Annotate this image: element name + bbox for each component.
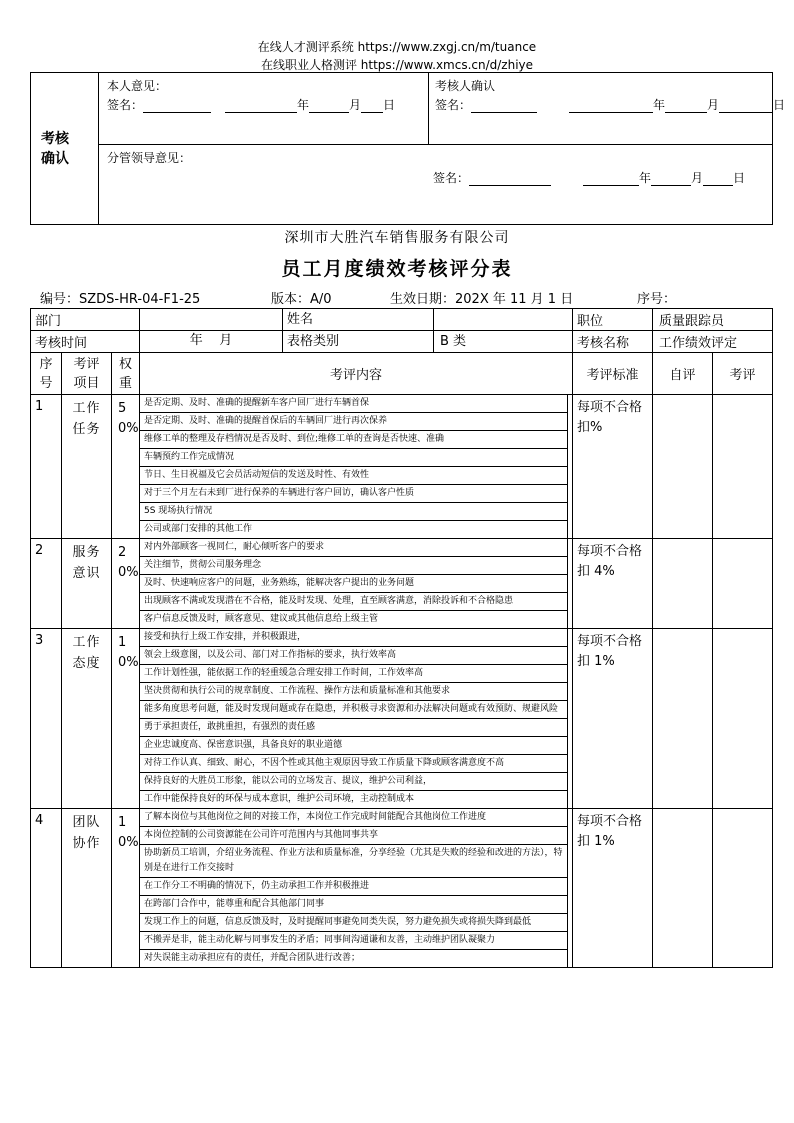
doc-seq: 序号： <box>637 292 677 307</box>
section-weight: 20% <box>112 539 140 629</box>
criterion-item: 了解本岗位与其他岗位之间的对接工作，本岗位工作完成时间能配合其他岗位工作进度 <box>140 809 568 827</box>
criterion-item: 客户信息反馈及时，顾客意见、建议或其他信息给上级主管 <box>140 611 568 629</box>
section-standard: 每项不合格扣 1% <box>573 809 653 968</box>
criterion-item: 不搬弄是非，能主动化解与同事发生的矛盾；同事间沟通谦和友善，主动维护团队凝聚力 <box>140 932 568 950</box>
review-name-value: 工作绩效评定 <box>653 331 773 353</box>
info-row-2 <box>31 331 773 353</box>
criterion-item: 在跨部门合作中，能尊重和配合其他部门同事 <box>140 896 568 914</box>
self-score-cell[interactable] <box>653 629 713 809</box>
column-header-row <box>31 353 773 395</box>
doc-effective-date: 生效日期：202X 年 11 月 1 日 <box>390 292 574 307</box>
criterion-item: 关注细节，贯彻公司服务理念 <box>140 557 568 575</box>
criterion-item: 对内外部顾客一视同仁，耐心倾听客户的要求 <box>140 539 568 557</box>
section-row <box>31 809 773 968</box>
criterion-item: 发现工作上的问题，信息反馈及时，及时提醒同事避免同类失误，努力避免损失或将损失降到最低 <box>140 914 568 932</box>
leader-sign-line: 签名： 年 月 日 <box>433 171 746 185</box>
position-label: 职位 <box>573 309 653 331</box>
reviewer-confirm-cell[interactable] <box>429 73 786 145</box>
criterion-item: 车辆预约工作完成情况 <box>140 449 568 467</box>
criterion-item: 接受和执行上级工作安排，并积极跟进， <box>140 629 568 647</box>
section-row <box>31 629 773 809</box>
self-score-cell[interactable] <box>653 539 713 629</box>
dept-name-cell <box>140 309 573 331</box>
criterion-item: 及时、快速响应客户的问题，业务熟练，能解决客户提出的业务问题 <box>140 575 568 593</box>
criterion-item: 能多角度思考问题，能及时发现问题或存在隐患，并积极寻求资源和办法解决问题或有效预防、规避风险 <box>140 701 568 719</box>
section-content <box>140 395 573 539</box>
section-item: 服务意识 <box>62 539 112 629</box>
dept-value[interactable] <box>140 309 283 330</box>
section-content <box>140 539 573 629</box>
self-opinion-cell[interactable] <box>99 73 429 145</box>
type-label: 表格类别 <box>283 331 434 352</box>
criterion-item: 维修工单的整理及存档情况是否及时、到位;维修工单的查询是否快速、准确 <box>140 431 568 449</box>
criterion-item: 对于三个月左右未到厂进行保养的车辆进行客户回访，确认客户性质 <box>140 485 568 503</box>
criterion-item: 对失误能主动承担应有的责任，并配合团队进行改善； <box>140 950 568 968</box>
section-weight: 50% <box>112 395 140 539</box>
score-table <box>30 308 773 968</box>
leader-opinion-cell[interactable] <box>99 145 773 225</box>
section-standard: 每项不合格扣 1% <box>573 629 653 809</box>
section-item: 工作态度 <box>62 629 112 809</box>
col-standard: 考评标准 <box>573 353 653 395</box>
self-score-cell[interactable] <box>653 395 713 539</box>
col-weight: 权重 <box>112 353 140 395</box>
section-item: 工作任务 <box>62 395 112 539</box>
reviewer-confirm-label: 考核人确认 <box>435 79 496 93</box>
info-row-1 <box>31 309 773 331</box>
section-number: 3 <box>31 629 62 809</box>
form-title: 员工月度绩效考核评分表 <box>281 258 513 280</box>
dept-label: 部门 <box>31 309 140 331</box>
section-number: 1 <box>31 395 62 539</box>
criterion-item: 公司或部门安排的其他工作 <box>140 521 568 539</box>
col-item: 考评项目 <box>62 353 112 395</box>
header-line-2: 在线职业人格测评 https://www.xmcs.cn/d/zhiye <box>260 58 534 72</box>
section-weight: 10% <box>112 809 140 968</box>
self-score-cell[interactable] <box>653 809 713 968</box>
time-type-cell <box>140 331 573 353</box>
section-standard: 每项不合格扣% <box>573 395 653 539</box>
criterion-item: 保持良好的大胜员工形象，能以公司的立场发言、提议，维护公司利益， <box>140 773 568 791</box>
col-content: 考评内容 <box>140 353 573 395</box>
eval-score-cell[interactable] <box>713 395 773 539</box>
col-self: 自评 <box>653 353 713 395</box>
eval-score-cell[interactable] <box>713 629 773 809</box>
confirm-table <box>30 72 786 225</box>
criterion-item: 工作中能保持良好的环保与成本意识，维护公司环境，主动控制成本 <box>140 791 568 809</box>
criterion-item: 是否定期、及时、准确的提醒新车客户回厂进行车辆首保 <box>140 395 568 413</box>
criterion-item: 在工作分工不明确的情况下，仍主动承担工作并积极推进 <box>140 878 568 896</box>
name-value[interactable] <box>434 309 572 330</box>
reviewer-sign-line: 签名： 年 月 日 <box>435 98 786 112</box>
col-eval: 考评 <box>713 353 773 395</box>
review-name-label: 考核名称 <box>573 331 653 353</box>
section-number: 4 <box>31 809 62 968</box>
section-row <box>31 539 773 629</box>
header-line-1: 在线人才测评系统 https://www.zxgj.cn/m/tuance <box>257 40 537 54</box>
type-value: B 类 <box>440 334 467 349</box>
criterion-item: 勇于承担责任，敢挑重担，有强烈的责任感 <box>140 719 568 737</box>
criterion-item: 协助新员工培训，介绍业务流程、作业方法和质量标准，分享经验（尤其是失败的经验和改进的方法），特别是在进行工作交接时 <box>140 845 568 878</box>
criterion-item: 5S 现场执行情况 <box>140 503 568 521</box>
criterion-item: 出现顾客不满或发现潜在不合格，能及时发现、处理，直至顾客满意，消除投诉和不合格隐患 <box>140 593 568 611</box>
section-weight: 10% <box>112 629 140 809</box>
criterion-item: 是否定期、及时、准确的提醒首保后的车辆回厂进行再次保养 <box>140 413 568 431</box>
criterion-item: 坚决贯彻和执行公司的规章制度、工作流程、操作方法和质量标准和其他要求 <box>140 683 568 701</box>
self-sign-line: 签名： 年 月 日 <box>107 98 396 112</box>
section-standard: 每项不合格扣 4% <box>573 539 653 629</box>
eval-score-cell[interactable] <box>713 539 773 629</box>
leader-opinion-label: 分管领导意见： <box>107 151 192 165</box>
doc-code: 编号：SZDS-HR-04-F1-25 <box>40 292 201 307</box>
time-value[interactable]: 年 月 <box>140 331 283 352</box>
position-value: 质量跟踪员 <box>653 309 773 331</box>
confirm-label: 考核 确认 <box>31 73 99 225</box>
criterion-item: 企业忠诚度高、保密意识强，具备良好的职业道德 <box>140 737 568 755</box>
company-name: 深圳市大胜汽车销售服务有限公司 <box>284 230 510 246</box>
criterion-item: 领会上级意图，以及公司、部门对工作指标的要求，执行效率高 <box>140 647 568 665</box>
section-row <box>31 395 773 539</box>
criterion-item: 节日、生日祝福及它会员活动短信的发送及时性、有效性 <box>140 467 568 485</box>
criterion-item: 对待工作认真、细致、耐心，不因个性或其他主观原因导致工作质量下降或顾客满意度不高 <box>140 755 568 773</box>
eval-score-cell[interactable] <box>713 809 773 968</box>
section-content <box>140 809 573 968</box>
section-number: 2 <box>31 539 62 629</box>
criterion-item: 工作计划性强，能依据工作的轻重缓急合理安排工作时间，工作效率高 <box>140 665 568 683</box>
section-content <box>140 629 573 809</box>
col-seq: 序号 <box>31 353 62 395</box>
time-label: 考核时间 <box>31 331 140 353</box>
name-label: 姓名 <box>283 309 434 330</box>
section-item: 团队协作 <box>62 809 112 968</box>
criterion-item: 本岗位控制的公司资源能在公司许可范围内与其他同事共享 <box>140 827 568 845</box>
self-opinion-label: 本人意见： <box>107 79 168 93</box>
doc-version: 版本：A/0 <box>271 292 332 307</box>
